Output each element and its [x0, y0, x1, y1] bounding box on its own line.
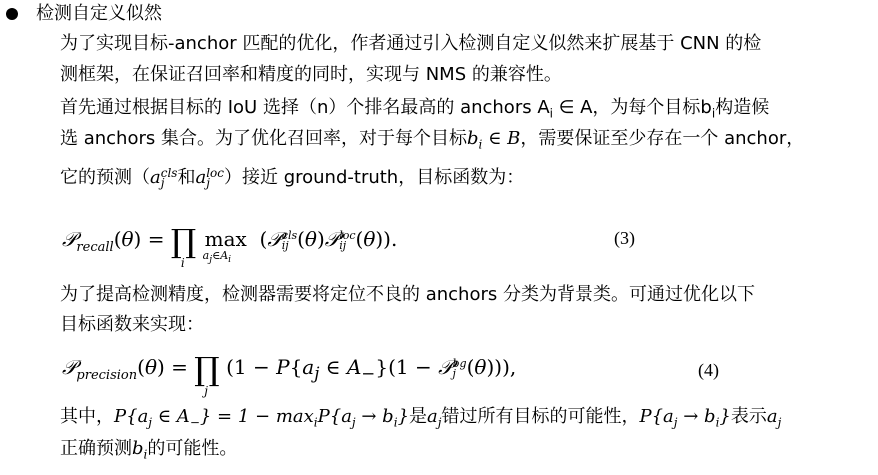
paragraph-line — [60, 166, 524, 190]
math-a-cls: a cls j — [150, 166, 178, 190]
math-a-loc: a loc j — [195, 166, 224, 190]
paragraph-line — [60, 127, 804, 157]
math-a: $a_j$ — [427, 406, 442, 430]
text-run: 构造候 — [715, 97, 770, 118]
text-run: 其中， — [60, 406, 114, 427]
text-run: 的可能性。 — [147, 438, 238, 459]
text-run: 它的预测（ — [60, 167, 150, 188]
bullet-icon — [6, 8, 18, 20]
text-run: ∈ A，为每个目标b — [552, 97, 712, 118]
text-run: 表示 — [730, 406, 767, 427]
subscript: i — [549, 106, 553, 121]
paragraph-line: 为了实现目标-anchor 匹配的优化，作者通过引入检测自定义似然来扩展基于 CNN 的检 — [60, 33, 762, 54]
paragraph-line — [60, 405, 781, 435]
text-run: ，需要保证至少存在一个 anchor， — [520, 128, 805, 149]
text-run: 选 anchors 集合。为了优化召回率，对于每个目标 — [60, 128, 467, 149]
text-run: 是 — [409, 406, 428, 427]
equation-recall: 𝒫$_{recall}$(θ) = ∏ i max $a_j\in A_i$ (𝒫 cls ij (θ)𝒫 loc ij (θ)). — [62, 222, 398, 270]
subscript: i — [478, 137, 483, 152]
math-in-B: ∈ B — [482, 128, 521, 149]
equation-precision: 𝒫$_{precision}$(θ) = ∏ j ($1 - P\{a_j$ ∈ $A_-\}(1$ − 𝒫 bg j (θ))), — [62, 350, 517, 398]
section-heading: 检测自定义似然 — [36, 3, 162, 24]
paragraph-line: 目标函数来实现： — [60, 314, 204, 335]
equation-number: (4) — [698, 360, 719, 380]
text-run: 首先通过根据目标的 IoU 选择（n）个排名最高的 anchors A — [60, 97, 550, 118]
math-b: $b_i$ — [132, 438, 148, 462]
subscript: i — [711, 106, 716, 121]
text-run: 和 — [177, 167, 196, 188]
text-run: 错过所有目标的可能性， — [441, 406, 640, 427]
equation-number: (3) — [614, 228, 635, 248]
paragraph-line — [60, 96, 769, 126]
paragraph-line: 为了提高检测精度，检测器需要将定位不良的 anchors 分类为背景类。可通过优化以下 — [60, 284, 755, 305]
text-run: ）接近 ground-truth，目标函数为： — [223, 167, 525, 188]
math-b: b — [466, 128, 479, 149]
math-formula: $P\{a_j$ ∈ $A_-\} = 1 - \max_iP\{a_j \to b_i\}$ — [114, 406, 410, 430]
math-a: $a_j$ — [766, 406, 782, 430]
paragraph-line: 测框架，在保证召回率和精度的同时，实现与 NMS 的兼容性。 — [60, 64, 562, 85]
paragraph-line — [60, 437, 237, 467]
math-formula: $P\{a_j \to b_i\}$ — [639, 406, 731, 430]
text-run: 正确预测 — [60, 438, 132, 459]
